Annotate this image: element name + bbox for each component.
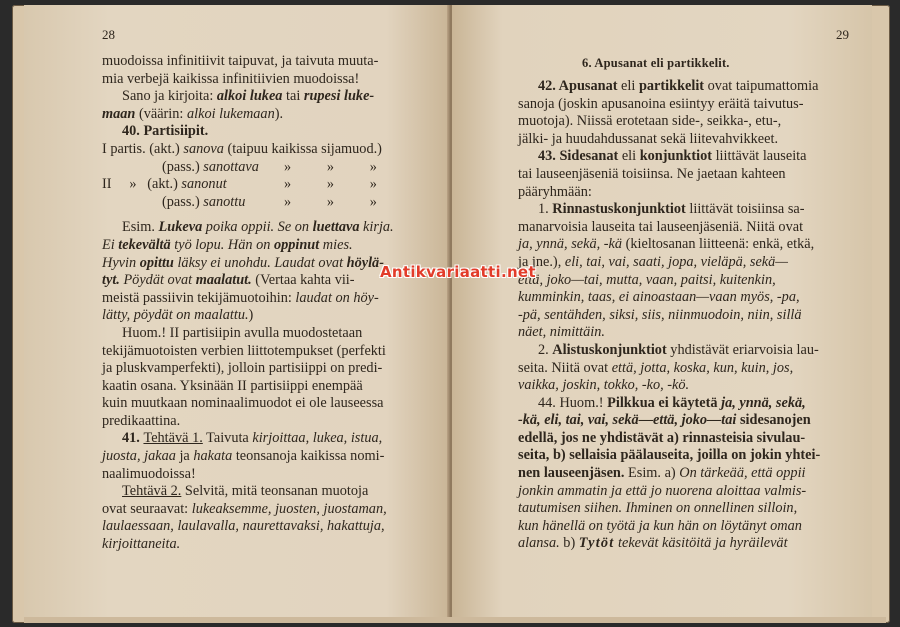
text-line: kirjoittaneita. bbox=[102, 536, 181, 553]
table-row: (pass.) sanottu » » » bbox=[162, 193, 377, 210]
text-line: että, joko—tai, mutta, vaan, paitsi, kuitenkin, bbox=[518, 271, 776, 288]
right-page-text bbox=[518, 78, 820, 553]
text-line: kuin muutkaan nominaalimuodot ei ole lauseessa bbox=[102, 395, 384, 412]
text-line: laulaessaan, laulavalla, naurettavaksi, hakattuja, bbox=[102, 518, 385, 535]
text-line: jonkin ammatin ja että jo nuorena aloittaa valmis- bbox=[518, 482, 807, 499]
text-line: muotoja). Niissä erotetaan side-, seikka-, etu-, bbox=[518, 113, 782, 130]
table-row: (pass.) sanottava » » » bbox=[162, 158, 377, 175]
text-line: Sano ja kirjoita: alkoi lukea tai rupesi luke- bbox=[122, 88, 375, 105]
text-line: ja pluskvamperfekti), jolloin partisiippi on predi- bbox=[102, 360, 383, 377]
text-line: tautumisen siihen. Ihminen on onnellinen silloin, bbox=[518, 500, 798, 517]
left-page bbox=[24, 5, 450, 617]
text-line: ja, ynnä, sekä, -kä (kieltosanan liitteenä: enkä, etkä, bbox=[518, 236, 815, 253]
open-book bbox=[12, 5, 890, 623]
book-bottom-edge bbox=[24, 617, 886, 623]
right-page bbox=[452, 5, 872, 617]
text-line: sanoja (joskin apusanoina esiintyy eräitä taivutus- bbox=[518, 95, 804, 112]
text-line: pääryhmään: bbox=[518, 183, 592, 200]
text-line: näet, nimittäin. bbox=[518, 324, 605, 341]
text-line: maan (väärin: alkoi lukemaan). bbox=[102, 105, 284, 122]
text-line: lätty, pöydät on maalattu.) bbox=[102, 307, 254, 324]
text-line: juosta, jakaa ja hakata teonsanoja kaikissa nomi- bbox=[102, 448, 385, 465]
text-line: kaatin osana. Yksinään II partisiippi enempää bbox=[102, 377, 363, 394]
text-line: naalimuodoissa! bbox=[102, 465, 196, 482]
section-heading: 40. Partisiipit. bbox=[122, 123, 209, 140]
page-number-right: 29 bbox=[836, 27, 849, 42]
text-line: ja jne.), eli, tai, vai, saati, jopa, vieläpä, sekä— bbox=[518, 253, 789, 270]
text-line: Esim. Lukeva poika oppii. Se on luettava kirja. bbox=[122, 219, 394, 236]
table-row: II » (akt.) sanonut » » » bbox=[102, 176, 377, 193]
text-line: Huom.! II partisiipin avulla muodostetaan bbox=[122, 324, 363, 341]
text-line: -pä, sentähden, siksi, siis, niinmuodoin, niin, sillä bbox=[518, 306, 802, 323]
text-line: muodoissa infinitiivit taipuvat, ja taivuta muuta- bbox=[102, 53, 379, 69]
text-line: Hyvin opittu läksy ei unohdu. Laudat ovat höylä- bbox=[102, 254, 384, 271]
watermark: Antikvariaatti.net bbox=[380, 263, 536, 281]
text-line: ovat seuraavat: lukeaksemme, juosten, juostaman, bbox=[102, 500, 387, 517]
table-row: I partis. (akt.) sanova (taipuu kaikissa sijamuod.) bbox=[102, 140, 382, 157]
page-number-left: 28 bbox=[102, 27, 115, 42]
text-line: vaikka, joskin, tokko, -ko, -kö. bbox=[518, 377, 690, 394]
text-line: 43. Sidesanat eli konjunktiot liittävät lauseita bbox=[538, 148, 807, 165]
chapter-heading: 6. Apusanat eli partikkelit. bbox=[582, 56, 730, 70]
text-line: -kä, eli, tai, vai, sekä—että, joko—tai sidesanojen bbox=[518, 412, 811, 429]
text-line: seita, b) sellaisia päälauseita, joilla on jokin yhtei- bbox=[518, 447, 821, 464]
text-line: tai lauseenjäseniä toisiinsa. Ne jaetaan kahteen bbox=[518, 165, 786, 182]
text-line: predikaattina. bbox=[102, 412, 181, 429]
text-line: tyt. Pöydät ovat maalatut. (Vertaa kahta vii- bbox=[102, 272, 355, 289]
text-line: alansa. b) Tytöt tekevät käsitöitä ja hyräilevät bbox=[518, 535, 788, 552]
text-line: nen lauseenjäsen. Esim. a) On tärkeää, että oppii bbox=[518, 465, 806, 482]
text-line: 1. Rinnastuskonjunktiot liittävät toisiinsa sa- bbox=[538, 201, 805, 218]
text-line: 42. Apusanat eli partikkelit ovat taipumattomia bbox=[538, 78, 819, 94]
left-page-text bbox=[102, 53, 394, 554]
text-line: kumminkin, taas, ei ainoastaan—vaan myös, -pa, bbox=[518, 289, 800, 306]
text-line: 2. Alistuskonjunktiot yhdistävät eriarvoisia lau- bbox=[538, 341, 819, 358]
text-line: manarvoisia lauseita tai lauseenjäseniä. Niitä ovat bbox=[518, 218, 804, 235]
text-line: tekijämuotoisten verbien liittotempukset (perfekti bbox=[102, 342, 386, 359]
exercise-heading: Tehtävä 2. Selvitä, mitä teonsanan muotoja bbox=[122, 483, 369, 500]
text-line: kun hänellä on työtä ja kun hän on löytänyt oman bbox=[518, 517, 802, 534]
text-line: jälki- ja huudahdussanat sekä liitevahvikkeet. bbox=[518, 130, 779, 147]
text-line: Ei tekevältä työ lopu. Hän on oppinut mies. bbox=[102, 236, 353, 253]
exercise-heading: 41. Tehtävä 1. Taivuta kirjoittaa, lukea, istua, bbox=[122, 430, 383, 447]
text-line: 44. Huom.! Pilkkua ei käytetä ja, ynnä, sekä, bbox=[538, 394, 806, 411]
text-line: edellä, jos ne yhdistävät a) rinnasteisia sivulau- bbox=[518, 429, 806, 446]
text-line: meistä passiivin tekijämuotoihin: laudat on höy- bbox=[102, 289, 379, 306]
text-line: seita. Niitä ovat että, jotta, koska, kun, kuin, jos, bbox=[518, 359, 794, 376]
text-line: mia verbejä kaikissa infinitiivien muodoissa! bbox=[102, 70, 360, 87]
